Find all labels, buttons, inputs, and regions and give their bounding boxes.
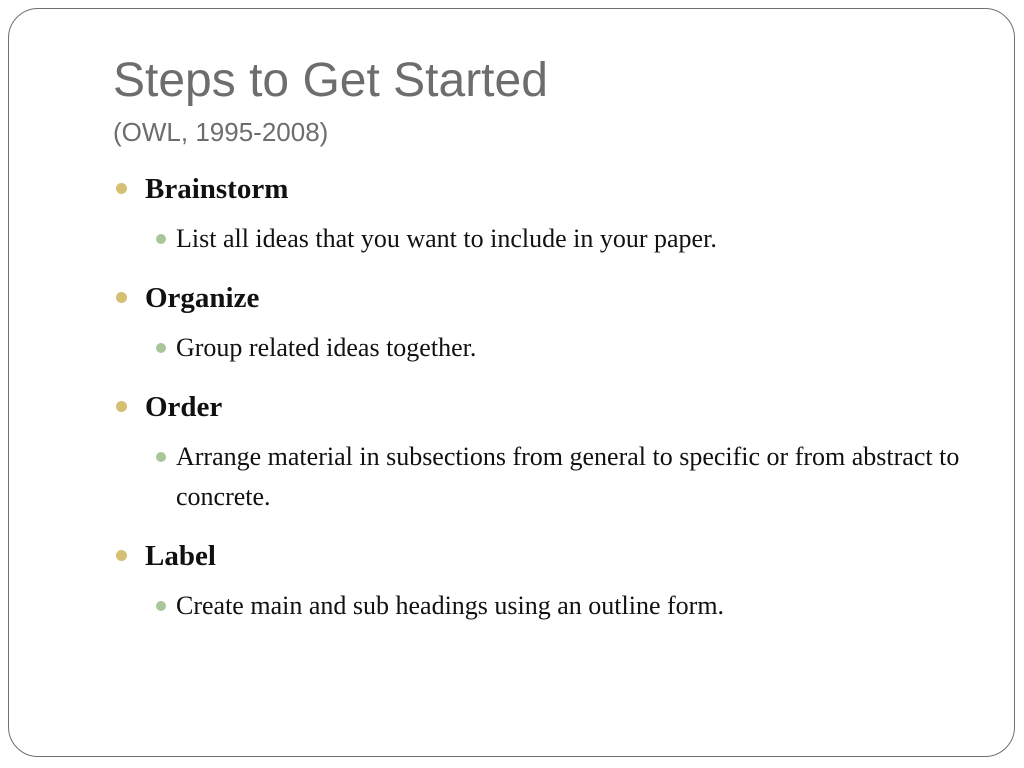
sub-bullet-text: Create main and sub headings using an outline form. <box>176 591 725 620</box>
bullet-dot-icon <box>116 183 127 194</box>
slide-subtitle: (OWL, 1995-2008) <box>113 117 329 147</box>
sub-bullet-text: List all ideas that you want to include in your paper. <box>176 224 717 253</box>
sub-bullet-dot-icon <box>156 234 166 244</box>
slide-title: Steps to Get Started <box>113 54 548 107</box>
sub-bullet-text: Group related ideas together. <box>176 333 477 362</box>
bullet-heading: Organize <box>145 282 260 314</box>
bullet-heading: Brainstorm <box>145 173 289 205</box>
sub-bullet-dot-icon <box>156 343 166 353</box>
bullet-item-organize <box>113 278 973 318</box>
bullet-dot-icon <box>116 401 127 412</box>
sub-bullet-item <box>113 219 973 259</box>
bullet-heading: Order <box>145 391 223 423</box>
sub-bullet-item <box>113 437 973 517</box>
slide-frame <box>8 8 1015 757</box>
bullet-item-brainstorm <box>113 169 973 209</box>
sub-bullet-dot-icon <box>156 452 166 462</box>
bullet-list <box>113 169 973 645</box>
sub-bullet-dot-icon <box>156 601 166 611</box>
sub-bullet-item <box>113 328 973 368</box>
bullet-item-label <box>113 536 973 576</box>
bullet-item-order <box>113 387 973 427</box>
sub-bullet-item <box>113 586 973 626</box>
bullet-heading: Label <box>145 540 216 572</box>
bullet-dot-icon <box>116 292 127 303</box>
bullet-dot-icon <box>116 550 127 561</box>
sub-bullet-text: Arrange material in subsections from general to specific or from abstract to concrete. <box>176 442 960 511</box>
